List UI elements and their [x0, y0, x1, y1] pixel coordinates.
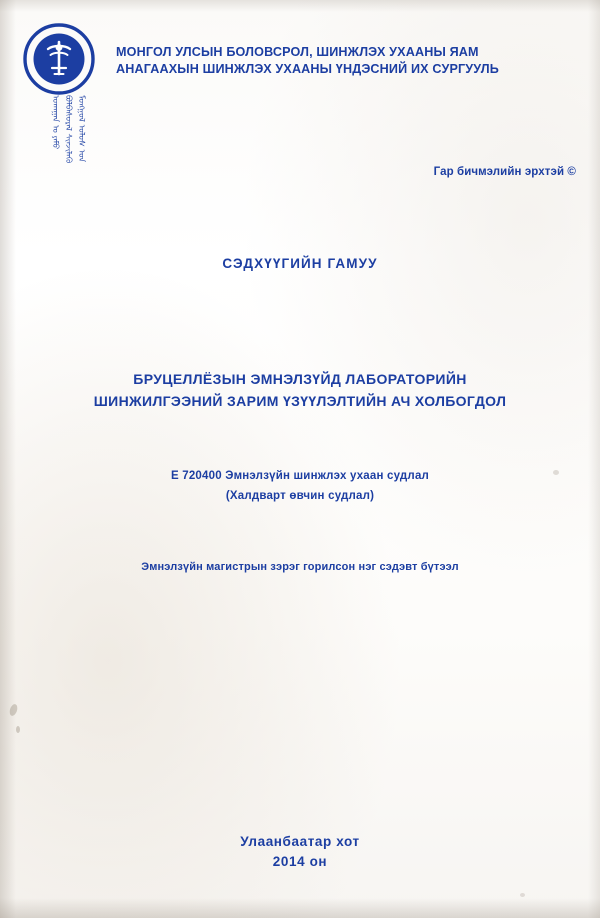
specialty-sub-line: (Халдварт өвчин судлал) — [225, 490, 375, 502]
mongolian-vertical-script — [20, 95, 86, 201]
paper-blemish — [520, 893, 525, 897]
page-edge-shadow-left — [0, 0, 16, 918]
paper-blemish — [16, 726, 20, 733]
publication-footer — [0, 832, 600, 872]
page-edge-shadow-bottom — [0, 898, 600, 918]
mongolian-script-column-2: ᠪᠣᠯᠪᠠᠰᠤᠷᠠᠯ ᠰᠢᠨᠵᠢᠯᠡᠬᠦ — [63, 95, 73, 164]
thesis-title-line-2: ШИНЖИЛГЭЭНИЙ ЗАРИМ ҮЗҮҮЛЭЛТИЙН АЧ ХОЛБОГДОЛ — [93, 393, 507, 409]
ministry-line-1: МОНГОЛ УЛСЫН БОЛОВСРОЛ, ШИНЖЛЭХ УХААНЫ ЯАМ — [116, 45, 479, 59]
mongolian-script-column-1: ᠮᠣᠩᠭᠣᠯ ᠤᠯᠤᠰ ᠤᠨ — [76, 95, 86, 163]
paper-blemish — [8, 703, 18, 717]
publication-city: Улаанбаатар хот — [240, 834, 360, 849]
mongolian-script-column-3: ᠤᠬᠠᠭᠠᠨ ᠤ ᠶᠠᠮᠤ — [50, 95, 60, 150]
ministry-header — [116, 44, 576, 78]
specialty-block — [0, 466, 600, 506]
degree-note: Эмнэлзүйн магистрын зэрэг горилсон нэг сэдэвт бүтээл — [141, 561, 459, 573]
page-edge-shadow-top — [0, 0, 600, 12]
publication-year: 2014 он — [272, 854, 328, 869]
university-emblem-icon — [22, 22, 96, 96]
specialty-code-line: Е 720400 Эмнэлзүйн шинжлэх ухаан судлал — [170, 470, 430, 482]
author-name: СЭДХҮҮГИЙН ГАМУУ — [222, 256, 378, 271]
thesis-title — [0, 368, 600, 412]
copyright-notice: Гар бичмэлийн эрхтэй © — [433, 166, 576, 178]
ministry-line-2: АНАГААХЫН ШИНЖЛЭХ УХААНЫ ҮНДЭСНИЙ ИХ СУРГУУЛЬ — [116, 62, 499, 76]
page-edge-shadow-right — [588, 0, 600, 918]
thesis-title-line-1: БРУЦЕЛЛЁЗЫН ЭМНЭЛЗҮЙД ЛАБОРАТОРИЙН — [133, 371, 467, 387]
